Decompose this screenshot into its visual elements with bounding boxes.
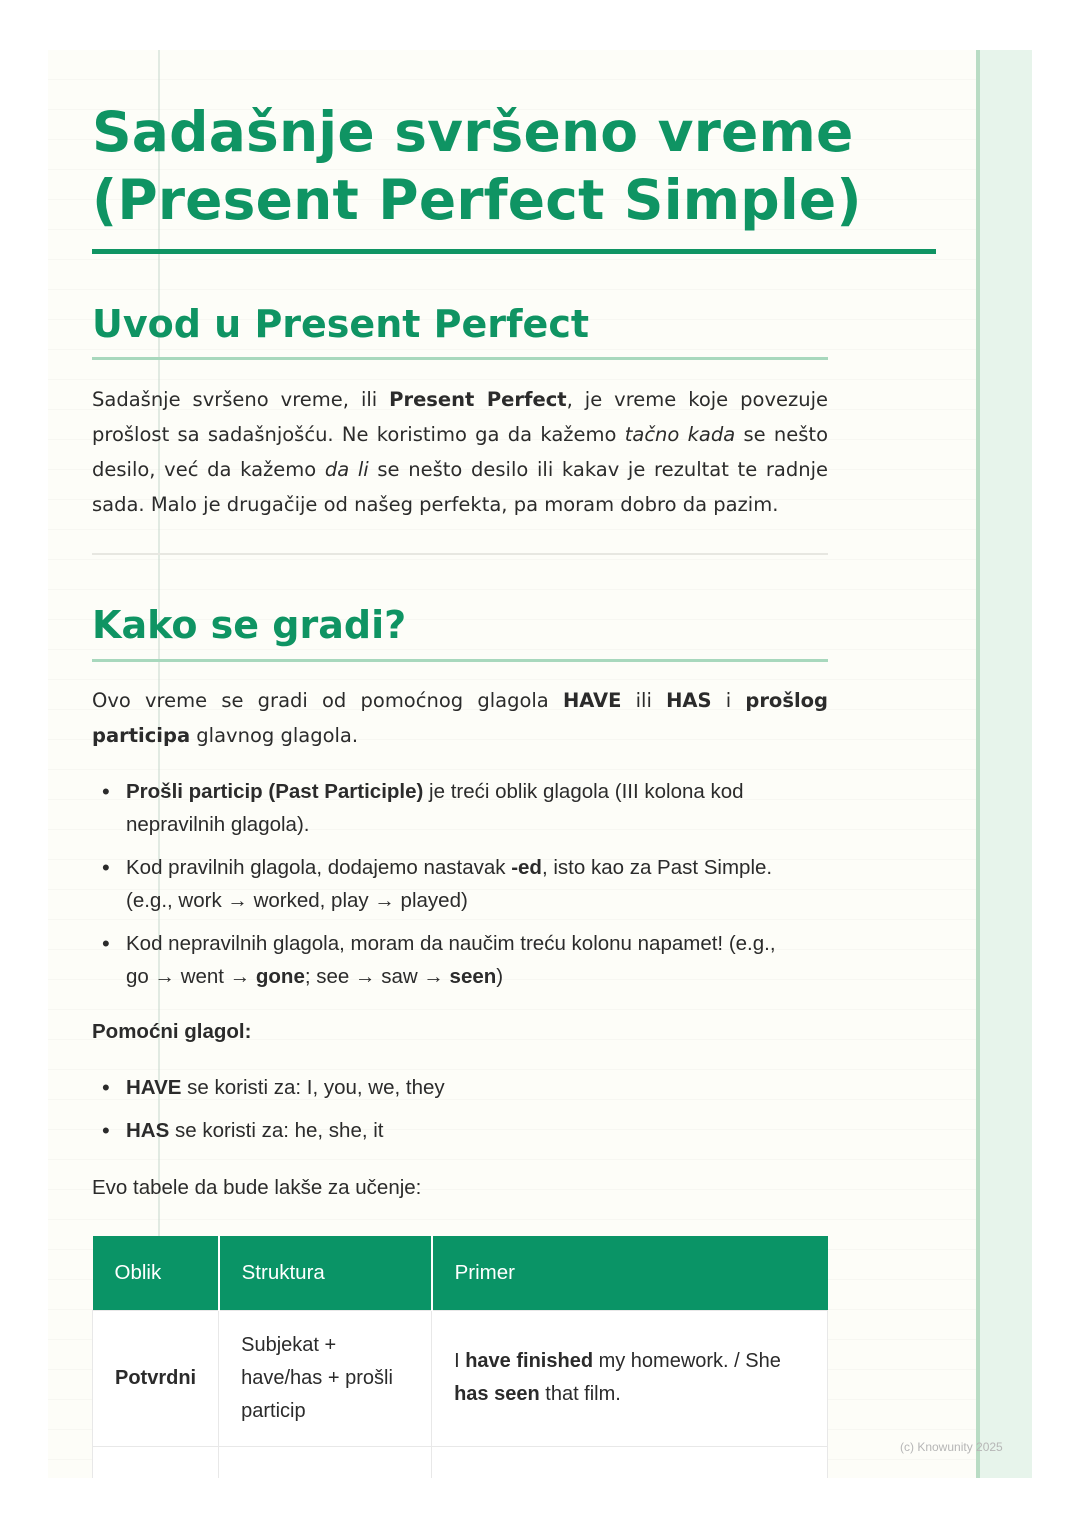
table-cell-empty (219, 1446, 432, 1478)
section-heading-construction: Kako se gradi? (92, 603, 407, 647)
section-rule-construction (92, 659, 828, 662)
title-line-2: (Present Perfect Simple) (92, 168, 862, 232)
list-item: • Kod pravilnih glagola, dodajemo nastavak -ed, isto kao za Past Simple. (e.g., work → worked, play → played) (102, 851, 802, 917)
page-title (92, 98, 952, 234)
aux-list (102, 1071, 802, 1147)
table-cell-structure: Subjekat + have/has + prošli particip (219, 1310, 432, 1446)
list-item: • HAS se koristi za: he, she, it (102, 1114, 802, 1147)
construction-intro: Ovo vreme se gradi od pomoćnog glagola HAVE ili HAS i prošlog participa glavnog glagola. (92, 689, 828, 747)
table-intro: Evo tabele da bude lakše za učenje: (92, 1176, 422, 1199)
table-row (93, 1310, 828, 1446)
table-header-cell: Oblik (93, 1236, 219, 1310)
page-paper (48, 50, 976, 1478)
table-header-cell: Struktura (219, 1236, 432, 1310)
aux-heading: Pomoćni glagol: (92, 1020, 252, 1043)
side-margin-strip (976, 50, 1032, 1478)
participle-list (102, 775, 802, 993)
list-item: • Prošli particip (Past Participle) je treći oblik glagola (III kolona kod nepravilnih glagola). (102, 775, 802, 841)
table-cell-form: Potvrdni (93, 1310, 219, 1446)
table-cell-empty (93, 1446, 219, 1478)
footer-copyright: (c) Knowunity 2025 (900, 1440, 1003, 1454)
title-line-1: Sadašnje svršeno vreme (92, 100, 854, 164)
intro-paragraph: Sadašnje svršeno vreme, ili Present Perfect, je vreme koje povezuje prošlost sa sadašnjošću. Ne koristimo ga da kažemo tačno kada se nešto desilo, već da kažemo da li se nešto desilo ili kakav je rezultat te radnje sada. Malo je drugačije od našeg perfekta, pa moram dobro da pazim. (92, 388, 828, 516)
section-heading-intro: Uvod u Present Perfect (92, 302, 590, 346)
table-header-cell: Primer (432, 1236, 828, 1310)
table-row (93, 1446, 828, 1478)
title-rule (92, 249, 936, 254)
list-item: • Kod nepravilnih glagola, moram da naučim treću kolonu napamet! (e.g., go → went → gone; see → saw → seen) (102, 927, 802, 993)
grammar-table (92, 1236, 828, 1478)
table-cell-example: I have finished my homework. / She has seen that film. (432, 1310, 828, 1446)
section-rule-intro (92, 357, 828, 360)
list-item: • HAVE se koristi za: I, you, we, they (102, 1071, 802, 1104)
table-header-row (93, 1236, 828, 1310)
section-separator (92, 553, 828, 555)
table-cell-empty (432, 1446, 828, 1478)
